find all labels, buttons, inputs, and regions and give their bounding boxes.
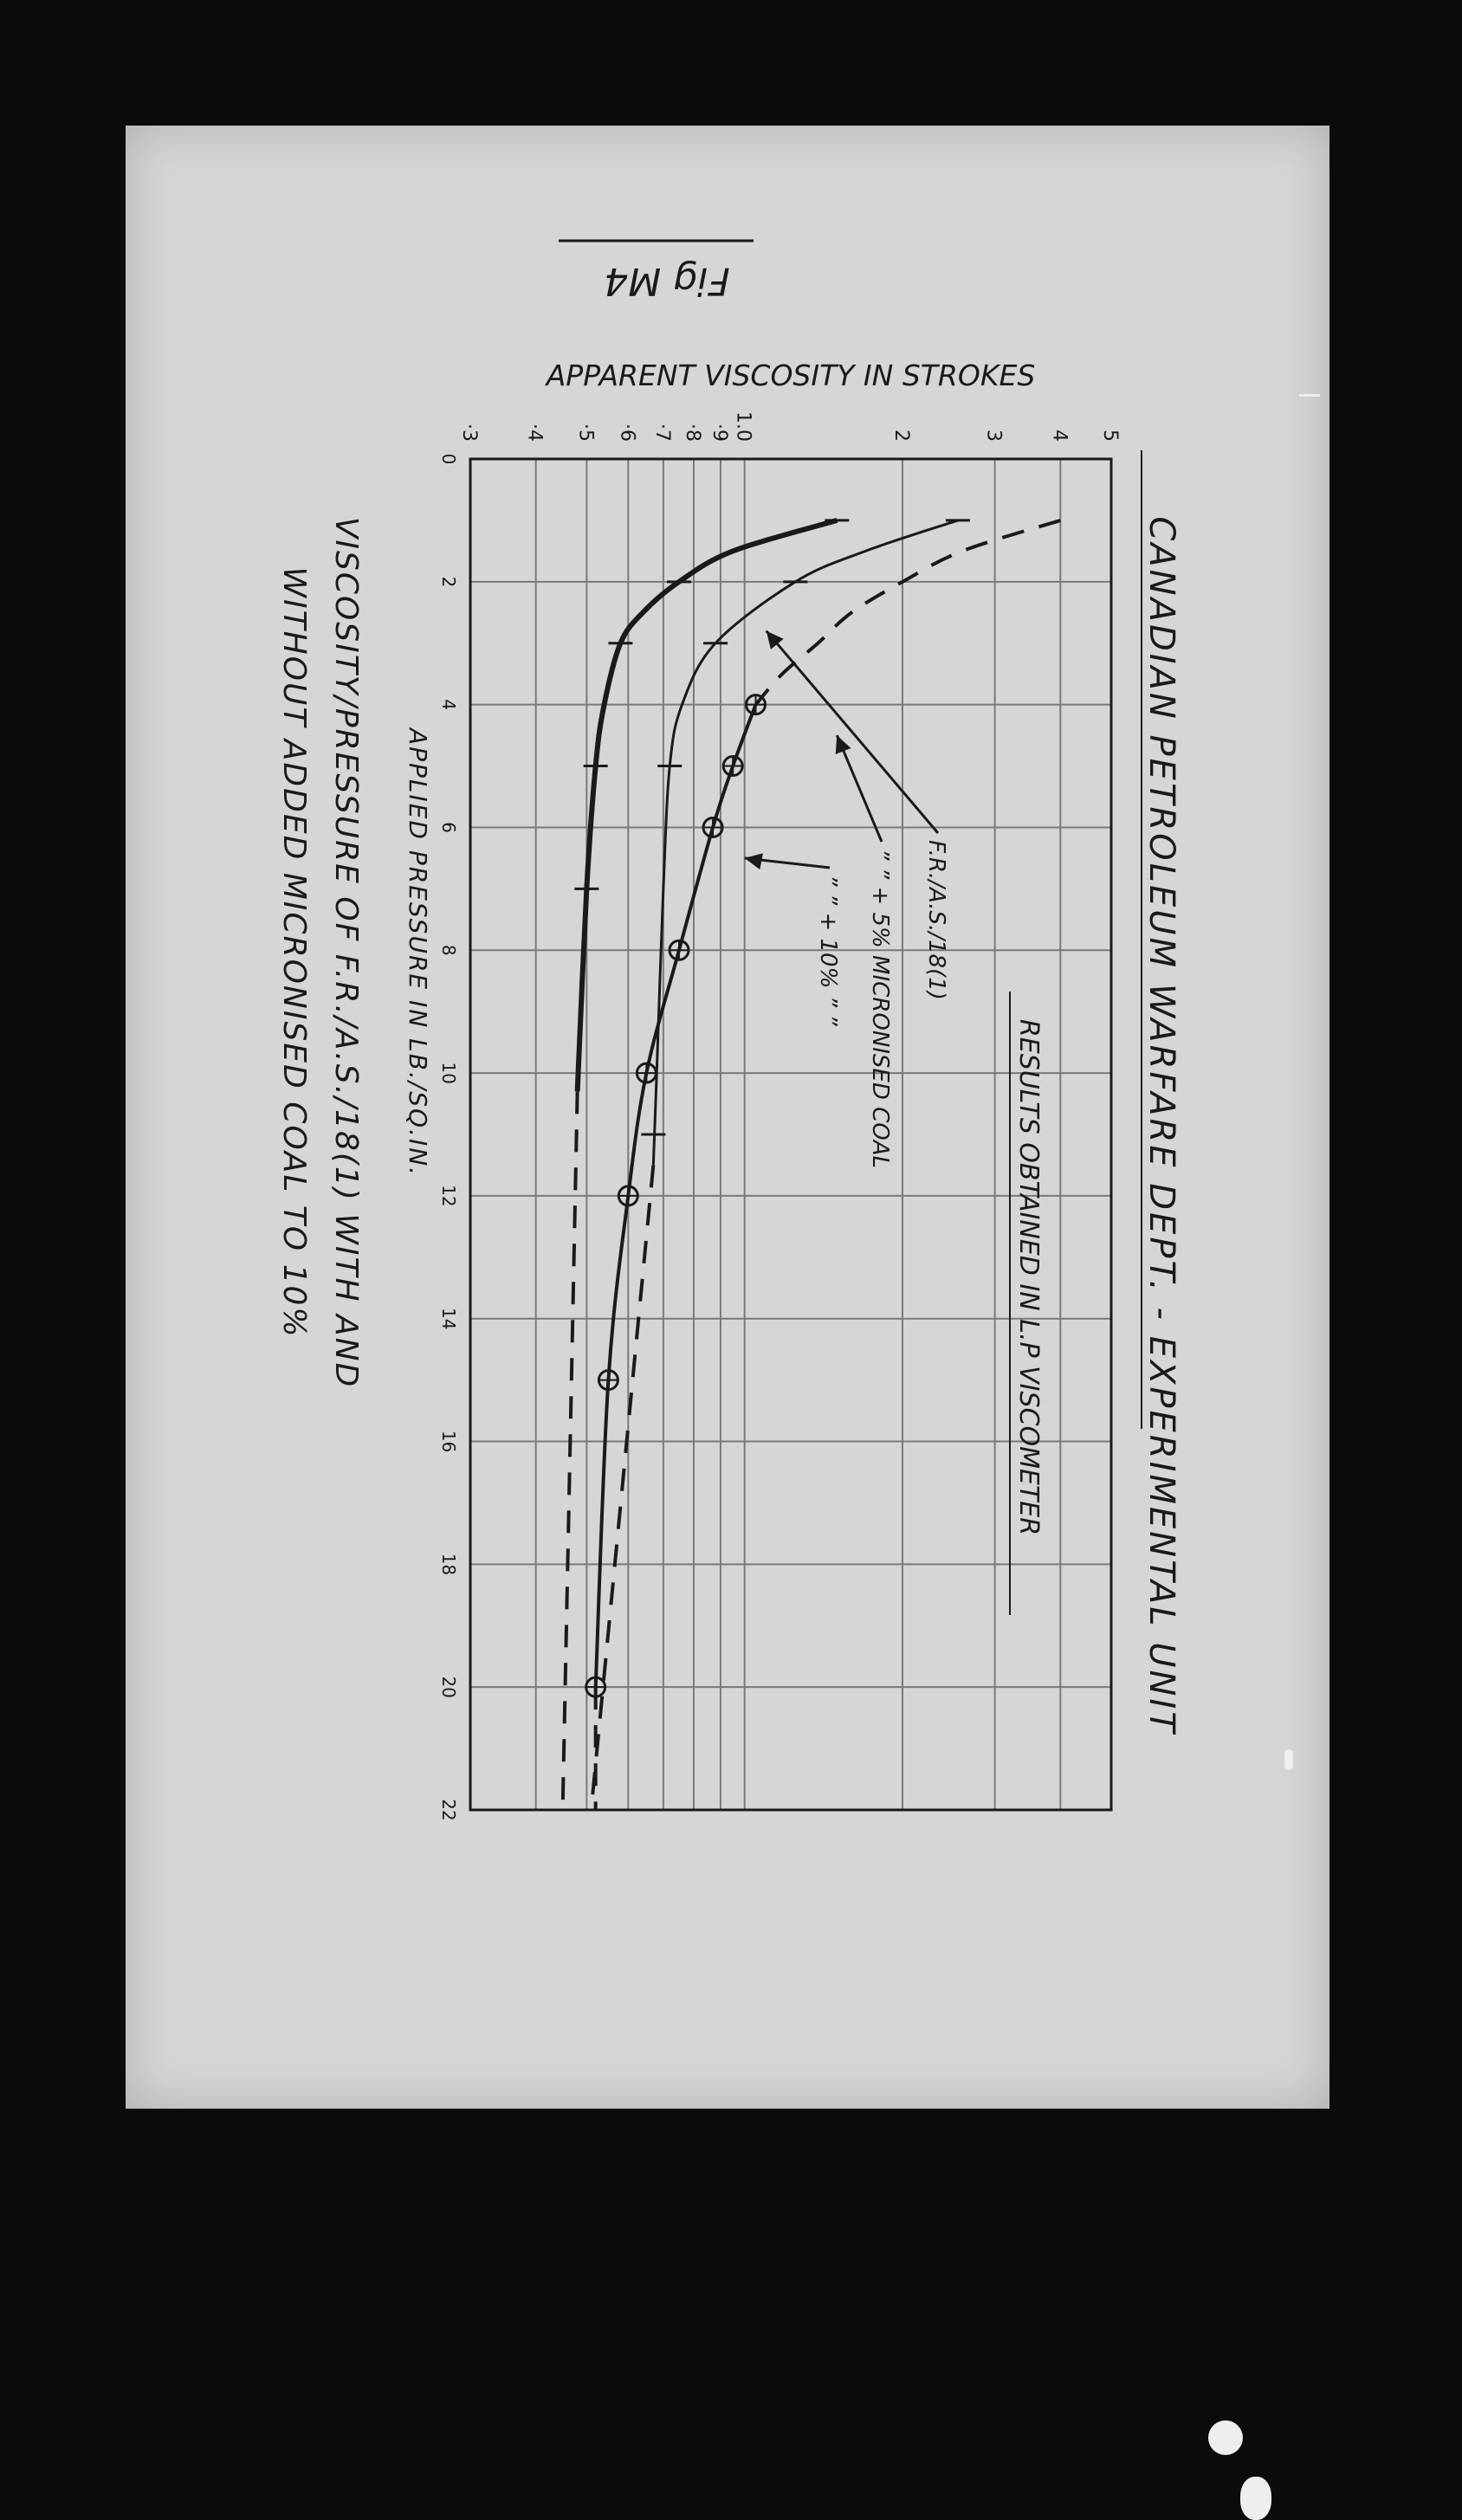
series-extension-dashed [592,1165,654,1810]
legend-arrows [745,631,938,870]
dust-speck [1240,2477,1271,2520]
x-tick-label: 8 [438,944,459,956]
x-tick-label: 0 [438,453,459,465]
x-tick-label: 20 [438,1676,459,1698]
y-tick-label: ·6 [616,423,638,442]
x-tick-label: 6 [438,822,459,833]
series-start-dashed [756,520,1061,705]
legend-label-10pct: ” ” + 10% ” ” [815,875,841,1026]
chart-subheading: RESULTS OBTAINED IN L.P VISCOMETER [1013,1018,1044,1536]
y-tick-label: 3 [982,430,1005,442]
y-tick-label: 2 [889,430,912,442]
x-tick-label: 10 [438,1062,459,1084]
series-extension-dashed [563,1091,578,1810]
figure-caption-line-1: VISCOSITY/PRESSURE OF F.R./A.S./18(1) WITH AND [328,516,364,1389]
x-tick-label: 22 [438,1799,459,1821]
x-tick-label: 4 [438,699,459,711]
x-tick-label: 2 [438,576,459,588]
x-tick-label: 12 [438,1185,459,1207]
x-tick-label: 16 [438,1430,459,1453]
y-axis-label: APPARENT VISCOSITY IN STROKES [546,359,1036,392]
y-tick-label: ·7 [650,423,673,442]
x-axis-label: APPLIED PRESSURE IN LB./SQ.IN. [404,727,432,1178]
legend-label-5pct: ” ” + 5% MICRONISED COAL [867,849,893,1169]
y-tick-label: 4 [1048,430,1071,442]
y-tick-label: ·3 [458,423,480,442]
figure-label: Fig M4 [604,259,730,303]
series-line [653,520,958,1169]
dust-speck [1208,2420,1243,2455]
y-tick-label: ·4 [523,423,546,442]
y-tick-label: 1.0 [732,411,754,442]
chart-series [563,520,1061,1810]
legend-label-base: F.R./A.S./18(1) [923,840,949,1000]
y-tick-label: ·5 [574,423,597,442]
legend-arrow [767,631,938,833]
y-tick-label: ·9 [708,423,730,442]
x-tick-label: 14 [438,1308,459,1330]
series-line [578,520,838,1091]
chart-heading: CANADIAN PETROLEUM WARFARE DEPT. - EXPERIMENTAL UNIT [1142,516,1181,1735]
y-tick-label: ·8 [681,423,703,442]
figure-caption-line-2: WITHOUT ADDED MICRONISED COAL TO 10% [276,566,312,1339]
x-tick-label: 18 [438,1553,459,1576]
legend-arrow [837,735,882,842]
legend-arrow-head [745,853,763,869]
y-tick-label: 5 [1099,430,1121,442]
